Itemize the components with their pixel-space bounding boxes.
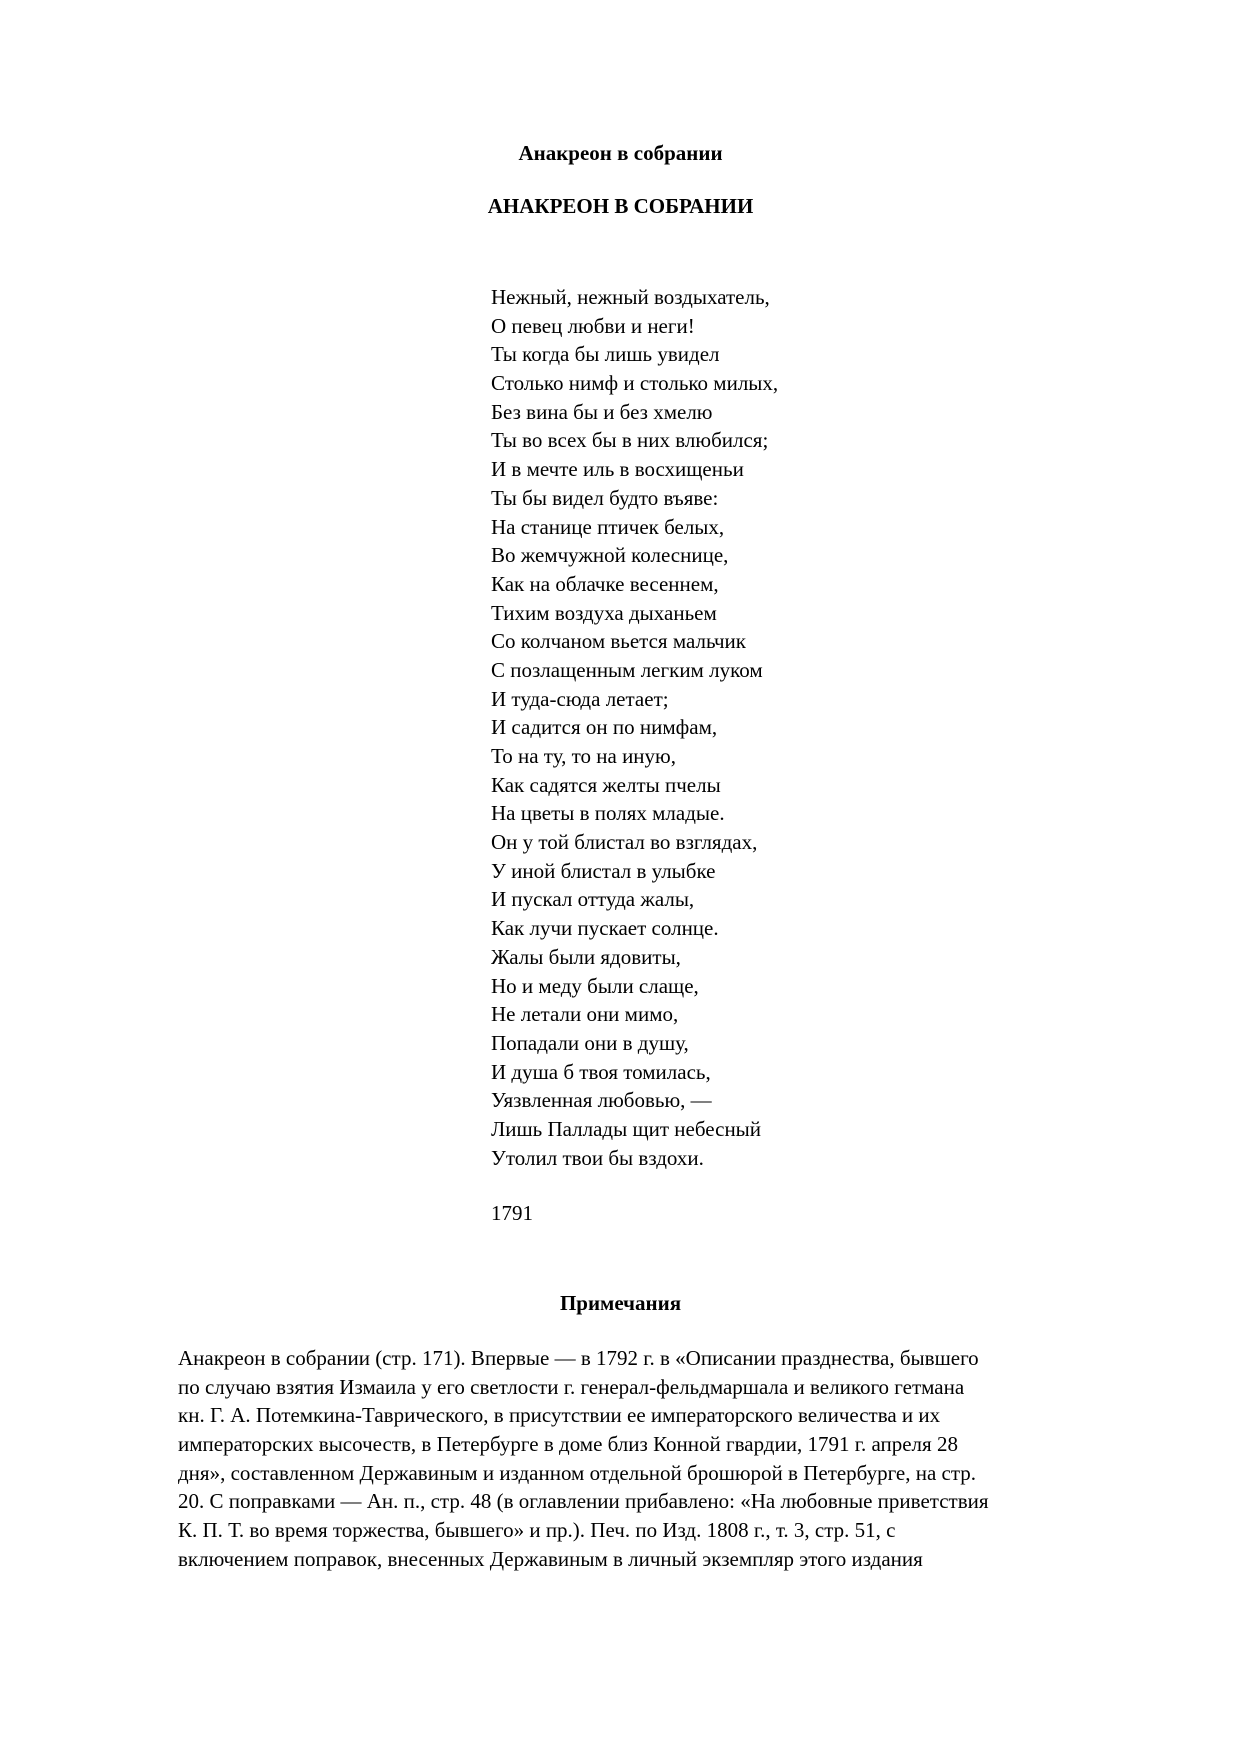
poem-line: Как на облачке весеннем, xyxy=(491,571,719,596)
notes-heading: Примечания xyxy=(559,1291,682,1315)
poem-line: Как садятся желты пчелы xyxy=(491,772,721,797)
poem-line: Во жемчужной колеснице, xyxy=(491,543,729,568)
notes-line: Анакреон в собрании (стр. 171). Впервые — в 1792 г. в «Описании празднества, бывшего xyxy=(178,1346,979,1370)
poem-line: Нежный, нежный воздыхатель, xyxy=(491,285,770,309)
poem-line: И в мечте иль в восхищеньи xyxy=(491,457,744,482)
poem-line: И душа б твоя томилась, xyxy=(491,1059,711,1084)
poem-line: С позлащенным легким луком xyxy=(491,657,763,682)
poem-line: Как лучи пускает солнце. xyxy=(491,916,719,941)
poem-line: Жалы были ядовиты, xyxy=(491,944,681,969)
poem-line: У иной блистал в улыбке xyxy=(491,858,716,883)
notes-line: кн. Г. А. Потемкина-Таврического, в присутствии ее императорского величества и их xyxy=(178,1403,941,1428)
poem-line: И пускал оттуда жалы, xyxy=(491,887,695,912)
poem-line: Лишь Паллады щит небесный xyxy=(491,1116,762,1141)
notes-line: 20. С поправками — Ан. п., стр. 48 (в оглавлении прибавлено: «На любовные приветствия xyxy=(178,1489,989,1514)
poem-line: Без вина бы и без хмелю xyxy=(491,399,713,424)
notes-line: дня», составленном Державиным и изданном отдельной брошюрой в Петербурге, на стр. xyxy=(178,1460,977,1485)
poem-title: АНАКРЕОН В СОБРАНИИ xyxy=(487,194,754,218)
poem-line: Но и меду были слаще, xyxy=(491,973,699,998)
poem-line: Со колчаном вьется мальчик xyxy=(491,629,746,654)
poem-line: Ты бы видел будто въяве: xyxy=(491,485,719,510)
poem-line: На цветы в полях младые. xyxy=(491,801,725,826)
poem-line: Ты когда бы лишь увидел xyxy=(491,342,720,367)
notes-line: по случаю взятия Измаила у его светлости г. генерал-фельдмаршала и великого гетмана xyxy=(178,1374,965,1399)
poem-line: Столько нимф и столько милых, xyxy=(491,371,779,396)
poem-line: Не летали они мимо, xyxy=(491,1002,679,1027)
notes-line: К. П. Т. во время торжества, бывшего» и пр.). Печ. по Изд. 1808 г., т. 3, стр. 51, с xyxy=(178,1518,896,1543)
poem-line: То на ту, то на иную, xyxy=(491,744,676,768)
poem-line: Уязвленная любовью, — xyxy=(491,1088,712,1113)
poem-line: Ты во всех бы в них влюбился; xyxy=(491,428,769,453)
poem-line: На станице птичек белых, xyxy=(491,514,725,539)
poem-line: И туда-сюда летает; xyxy=(491,686,669,711)
poem-line: Он у той блистал во взглядах, xyxy=(491,830,758,855)
notes-line: включением поправок, внесенных Державиным в личный экземпляр этого издания xyxy=(178,1546,923,1571)
poem-date: 1791 xyxy=(491,1201,533,1225)
notes-body xyxy=(178,1344,1158,1574)
poem-line: Попадали они в душу, xyxy=(491,1030,689,1055)
poem-line: И садится он по нимфам, xyxy=(491,715,718,740)
running-title: Анакреон в собрании xyxy=(518,141,723,165)
poem-line: О певец любви и неги! xyxy=(491,313,695,338)
notes-line: императорских высочеств, в Петербурге в доме близ Конной гвардии, 1791 г. апреля 28 xyxy=(178,1432,958,1457)
poem-body xyxy=(491,283,1091,1172)
poem-line: Тихим воздуха дыханьем xyxy=(491,600,717,625)
poem-line: Утолил твои бы вздохи. xyxy=(491,1145,704,1170)
